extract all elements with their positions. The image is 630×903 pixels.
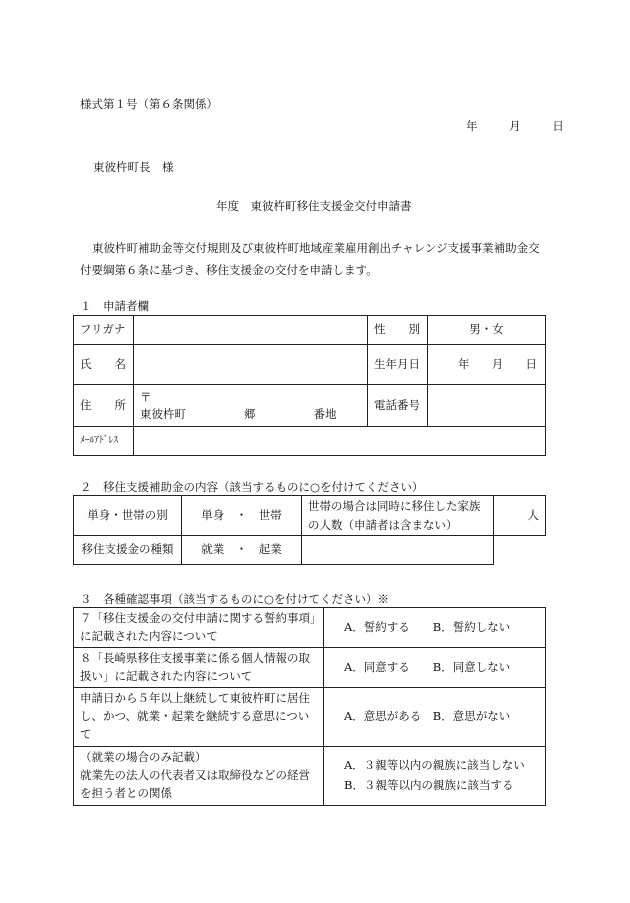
confirmation-answer-3[interactable] xyxy=(324,688,546,747)
date-month: 月 xyxy=(509,119,521,133)
family-note-line-2: の人数（申請者は含まない） xyxy=(308,517,458,532)
section3-heading: ３ 各種確認事項（該当するものに○を付けてください）※ xyxy=(80,592,390,606)
confirmation-answer-1[interactable] xyxy=(324,608,546,648)
confirmation-question-1 xyxy=(74,608,324,648)
date-year: 年 xyxy=(466,119,478,133)
address-town: 東彼杵町 xyxy=(140,406,186,421)
intro-paragraph xyxy=(80,237,540,281)
type-outside xyxy=(494,536,546,565)
q1-line-1: ７「移住支援金の交付申請に関する誓約事項」 xyxy=(80,610,322,625)
single-household-label: 単身・世帯の別 xyxy=(74,496,182,536)
q3-line-1: 申請日から５年以上継続して東彼杵町に居住 xyxy=(80,691,310,706)
confirmation-question-2 xyxy=(74,648,324,688)
phone-field[interactable] xyxy=(428,385,546,427)
confirmation-answer-2[interactable] xyxy=(324,648,546,688)
family-count-field[interactable]: 人 xyxy=(494,496,546,536)
address-banchi: 番地 xyxy=(313,406,337,421)
family-note-line-1: 世帯の場合は同時に移住した家族 xyxy=(308,499,481,514)
a1-line-1: A．誓約する B．誓約しない xyxy=(344,619,511,634)
confirmation-question-4 xyxy=(74,747,324,806)
date-day: 日 xyxy=(552,119,564,133)
form-number: 様式第１号（第６条関係） xyxy=(80,97,218,111)
q1-line-2: に記載された内容について xyxy=(80,628,218,643)
address-go: 郷 xyxy=(244,406,256,421)
section2-heading: ２ 移住支援補助金の内容（該当するものに○を付けてください） xyxy=(80,480,424,494)
document-title: 年度 東彼杵町移住支援金交付申請書 xyxy=(216,199,412,213)
section1-heading: １ 申請者欄 xyxy=(80,299,149,313)
q2-line-2: 扱い」に記載された内容について xyxy=(80,668,253,683)
a3-line-1: A．意思がある B．意思がない xyxy=(344,709,511,724)
q4-line-1: （就業の場合のみ記載） xyxy=(80,750,207,765)
address-label: 住 所 xyxy=(74,385,134,427)
gender-label: 性 別 xyxy=(368,316,428,345)
q3-line-3: て xyxy=(80,726,92,741)
birth-field[interactable] xyxy=(428,345,546,385)
confirmation-answer-4[interactable] xyxy=(324,747,546,806)
q4-line-3: を担う者との関係 xyxy=(80,785,172,800)
q2-line-1: ８「長崎県移住支援事業に係る個人情報の取 xyxy=(80,650,310,665)
address-field[interactable] xyxy=(134,385,368,427)
subsidy-table xyxy=(73,495,546,565)
single-household-options[interactable]: 単身 ・ 世帯 xyxy=(182,496,302,536)
date-line xyxy=(466,118,564,134)
applicant-table xyxy=(73,315,546,456)
birth-day: 日 xyxy=(525,356,537,371)
birth-label: 生年月日 xyxy=(368,345,428,385)
furigana-field[interactable] xyxy=(134,316,368,345)
postal-mark: 〒 xyxy=(140,390,152,405)
intro-line-1: 東彼杵町補助金等交付規則及び東彼杵町地域産業雇用創出チャレンジ支援事業補助金交 xyxy=(92,241,540,255)
q4-line-2: 就業先の法人の代表者又は取締役などの経営 xyxy=(80,768,310,783)
q3-line-2: し、かつ、就業・起業を継続する意思につい xyxy=(80,709,310,724)
type-label: 移住支援金の種類 xyxy=(74,536,182,565)
type-options[interactable]: 就業 ・ 起業 xyxy=(182,536,302,565)
a2-line-1: A．同意する B．同意しない xyxy=(344,659,511,674)
email-field[interactable] xyxy=(134,427,546,456)
phone-label: 電話番号 xyxy=(368,385,428,427)
birth-year: 年 xyxy=(458,356,470,371)
addressee: 東彼杵町長 様 xyxy=(93,160,174,174)
name-label: 氏 名 xyxy=(74,345,134,385)
intro-line-2: 付要綱第６条に基づき、移住支援金の交付を申請します。 xyxy=(80,263,378,277)
type-blank xyxy=(302,536,494,565)
a4-line-1: A．３親等以内の親族に該当しない xyxy=(344,758,525,773)
gender-field[interactable]: 男・女 xyxy=(428,316,546,345)
family-note xyxy=(302,496,494,536)
furigana-label: フリガナ xyxy=(74,316,134,345)
confirmation-table xyxy=(73,607,546,806)
name-field[interactable] xyxy=(134,345,368,385)
birth-month: 月 xyxy=(491,356,504,371)
email-label: ﾒｰﾙｱﾄﾞﾚｽ xyxy=(74,427,134,456)
a4-line-2: B．３親等以内の親族に該当する xyxy=(344,778,514,792)
confirmation-question-3 xyxy=(74,688,324,747)
